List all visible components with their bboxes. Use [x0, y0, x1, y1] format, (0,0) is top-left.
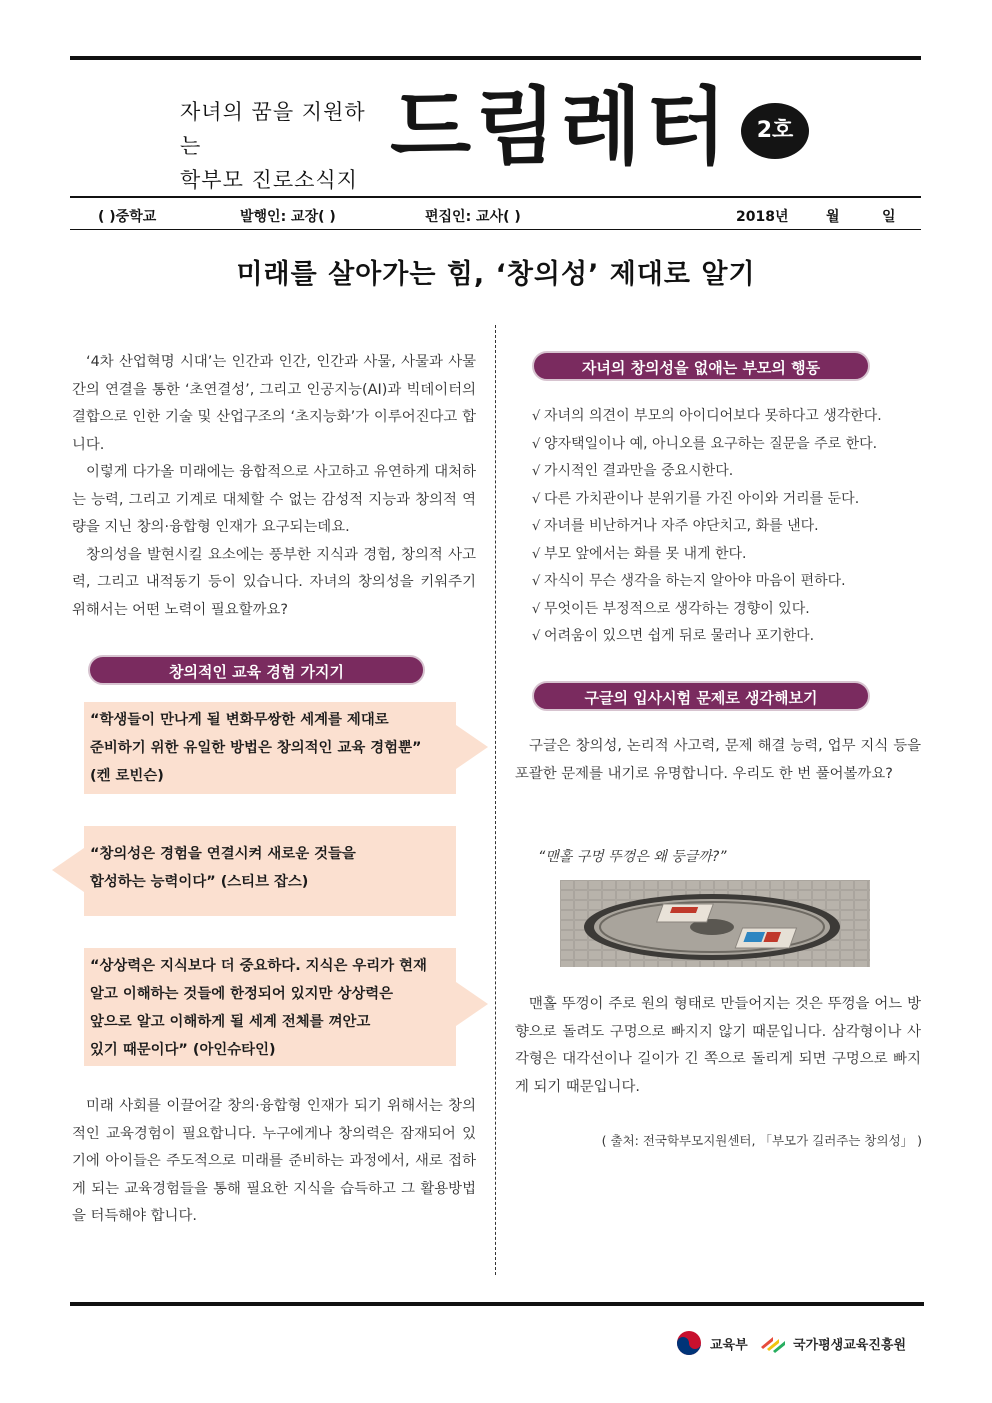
checklist-item: √ 어려움이 있으면 쉽게 뒤로 물러나 포기한다. — [532, 623, 922, 651]
quote1-line2: 준비하기 위한 유일한 방법은 창의적인 교육 경험뿐” — [90, 740, 422, 756]
quote2-line1: “창의성은 경험을 연결시켜 새로운 것들을 — [90, 846, 356, 862]
masthead-title: 드림레터 — [390, 77, 731, 176]
check-icon: √ — [532, 601, 541, 617]
manhole-illustration — [560, 880, 870, 967]
issue-badge: 2호 — [741, 103, 809, 159]
quote2-arrow — [52, 848, 84, 892]
intro-paragraph-1: ‘4차 산업혁명 시대’는 인간과 인간, 인간과 사물, 사물과 사물간의 연결을 통한 ‘초연결성’, 그리고 인공지능(AI)과 빅데이터의 결합으로 인한 기술 및 산업구조의 ‘초지능화’가 이루어진다고 합니다. — [72, 354, 476, 453]
institute-name: 국가평생교육진흥원 — [793, 1337, 907, 1353]
section-heading-creative-experience: 창의적인 교육 경험 가지기 — [88, 655, 425, 685]
parent-behavior-checklist — [532, 403, 922, 651]
masthead-subtitle — [180, 95, 380, 197]
checklist-item: √ 다른 가치관이나 분위기를 가진 아이와 거리를 둔다. — [532, 486, 922, 514]
masthead-subtitle-line1: 자녀의 꿈을 지원하는 — [180, 100, 366, 158]
footer-institute-logo — [759, 1328, 906, 1358]
quote3-line1: “상상력은 지식보다 더 중요하다. 지식은 우리가 현재 — [90, 958, 427, 974]
checklist-item: √ 가시적인 결과만을 중요시한다. — [532, 458, 922, 486]
manhole-question: “맨홀 구멍 뚜껑은 왜 둥글까?” — [538, 849, 727, 865]
quote2-line2: 합성하는 능력이다” (스티브 잡스) — [90, 874, 309, 890]
bottom-rule — [70, 1302, 924, 1306]
pub-editor: 편집인: 교사( ) — [425, 209, 521, 225]
quote1-arrow — [456, 725, 488, 769]
check-icon: √ — [532, 491, 541, 507]
checklist-item: √ 자녀를 비난하거나 자주 야단치고, 화를 낸다. — [532, 513, 922, 541]
masthead-subtitle-line2: 학부모 진로소식지 — [180, 168, 358, 192]
closing-paragraph: 미래 사회를 이끌어갈 창의·융합형 인재가 되기 위해서는 창의적인 교육경험이 필요합니다. 누구에게나 창의력은 잠재되어 있기에 아이들은 주도적으로 미래를 준비하는 과정에서, 새로 접하게 되는 교육경험들을 통해 필요한 지식을 습득하고 그 활용방법을 터득해야 합니다. — [72, 1098, 476, 1224]
check-icon: √ — [532, 519, 541, 534]
pub-month: 월 — [826, 209, 840, 225]
check-icon: √ — [532, 409, 541, 424]
quote-ken-robinson — [84, 702, 456, 794]
quote3-line2: 알고 이해하는 것들에 한정되어 있지만 상상력은 — [90, 986, 394, 1002]
checklist-item: √ 자녀의 의견이 부모의 아이디어보다 못하다고 생각한다. — [532, 403, 922, 431]
institute-logo-icon — [759, 1333, 787, 1353]
quote1-line1: “학생들이 만나게 될 변화무쌍한 세계를 제대로 — [90, 712, 389, 728]
manhole-photo — [560, 880, 870, 967]
intro-paragraph-3: 창의성을 발현시킬 요소에는 풍부한 지식과 경험, 창의적 사고력, 그리고 내적동기 등이 있습니다. 자녀의 창의성을 키워주기 위해서는 어떤 노력이 필요할까요? — [72, 546, 476, 618]
top-rule — [70, 56, 921, 60]
quote1-line3: (켄 로빈슨) — [90, 768, 164, 784]
section-heading-parent-behaviors: 자녀의 창의성을 없애는 부모의 행동 — [532, 351, 870, 381]
quote3-line4: 있기 때문이다” (아인슈타인) — [90, 1042, 276, 1058]
quote-steve-jobs — [84, 826, 456, 916]
quote-einstein — [84, 948, 456, 1066]
check-icon: √ — [532, 574, 541, 589]
check-icon: √ — [532, 464, 541, 479]
manhole-answer-paragraph: 맨홀 뚜껑이 주로 원의 형태로 만들어지는 것은 뚜껑을 어느 방향으로 돌려도 구멍으로 빠지지 않기 때문입니다. 삼각형이나 사각형은 대각선이나 길이가 긴 쪽으로 돌리게 되면 구멍으로 빠지게 되기 때문입니다. — [515, 996, 921, 1095]
pubrow-top-rule — [70, 196, 921, 198]
intro-paragraph-2: 이렇게 다가올 미래에는 융합적으로 사고하고 유연하게 대처하는 능력, 그리고 기계로 대체할 수 없는 감성적 지능과 창의적 역량을 지닌 창의·융합형 인재가 요구되는데요. — [72, 464, 476, 535]
check-icon: √ — [532, 629, 541, 644]
check-icon: √ — [532, 546, 541, 562]
google-intro-paragraph: 구글은 창의성, 논리적 사고력, 문제 해결 능력, 업무 지식 등을 포괄한 문제를 내기로 유명합니다. 우리도 한 번 풀어볼까요? — [515, 738, 921, 782]
column-divider — [495, 325, 496, 1275]
google-intro-text — [515, 733, 921, 788]
checklist-item: √ 무엇이든 부정적으로 생각하는 경향이 있다. — [532, 596, 922, 624]
pubrow-bottom-rule — [70, 229, 921, 230]
pub-year: 2018년 — [736, 209, 789, 225]
taegeuk-icon — [676, 1330, 702, 1356]
intro-text — [72, 349, 476, 624]
pub-school: ( )중학교 — [98, 209, 157, 225]
pub-day: 일 — [882, 209, 896, 225]
ministry-name: 교육부 — [710, 1337, 748, 1353]
manhole-answer-text — [515, 991, 921, 1101]
check-icon: √ — [532, 436, 541, 452]
closing-text — [72, 1093, 476, 1231]
checklist-item: √ 양자택일이나 예, 아니오를 요구하는 질문을 주로 한다. — [532, 431, 922, 459]
footer-ministry-logo — [676, 1328, 748, 1358]
quote3-line3: 앞으로 알고 이해하게 될 세계 전체를 껴안고 — [90, 1014, 371, 1030]
source-citation: ( 출처: 전국학부모지원센터, 「부모가 길러주는 창의성」 ) — [601, 1133, 922, 1148]
checklist-item: √ 자식이 무슨 생각을 하는지 알아야 마음이 편하다. — [532, 568, 922, 596]
main-title: 미래를 살아가는 힘, ‘창의성’ 제대로 알기 — [236, 259, 756, 290]
pub-publisher: 발행인: 교장( ) — [240, 209, 336, 225]
checklist-item: √ 부모 앞에서는 화를 못 내게 한다. — [532, 541, 922, 569]
quote3-arrow — [456, 982, 488, 1026]
section-heading-google-exam: 구글의 입사시험 문제로 생각해보기 — [532, 681, 870, 711]
